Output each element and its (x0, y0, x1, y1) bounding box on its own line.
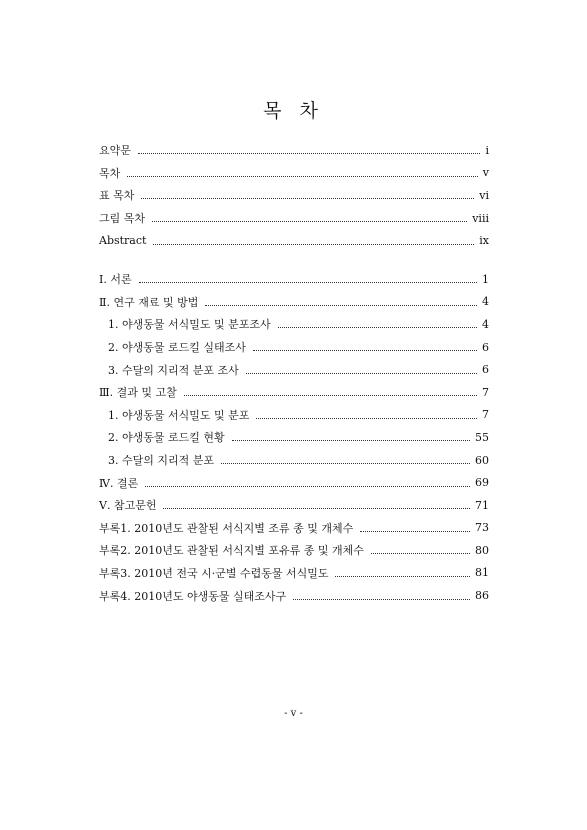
toc-entry-page: 4 (482, 317, 489, 331)
toc-entry-page: 6 (482, 340, 489, 354)
toc-entry[interactable] (99, 291, 489, 314)
dot-leader (163, 507, 470, 509)
toc-entry-label: Ⅰ. 서론 (99, 273, 132, 287)
toc-entry-page: 55 (475, 430, 489, 444)
dot-leader (138, 152, 481, 154)
toc-entry-label: Ⅴ. 참고문헌 (99, 499, 157, 513)
toc-entry-page: vi (479, 188, 489, 202)
toc-entry-label: Ⅲ. 결과 및 고찰 (99, 386, 177, 400)
section-gap (99, 252, 489, 268)
toc-entry-page: ix (479, 234, 489, 248)
toc-entry-label: 그림 목차 (99, 212, 146, 226)
dot-leader (335, 575, 470, 577)
dot-leader (253, 349, 477, 351)
toc-entry-page: 6 (482, 363, 489, 377)
toc-entry[interactable] (99, 268, 489, 291)
toc-entry[interactable] (99, 562, 489, 585)
toc-entry-page: viii (472, 211, 489, 225)
toc-entry[interactable] (99, 449, 489, 472)
toc-entry[interactable] (99, 358, 489, 381)
toc-entry[interactable] (99, 184, 489, 207)
toc-entry-page: v (482, 166, 489, 180)
dot-leader (278, 326, 477, 328)
toc-entry-page: 71 (475, 498, 489, 512)
toc-entry[interactable] (99, 404, 489, 427)
page-number-footer: - v - (284, 708, 303, 719)
toc-entry-label: Abstract (99, 234, 147, 248)
toc-entry-label: 부록4. 2010년도 야생동물 실태조사구 (99, 589, 287, 603)
body-contents-list (99, 268, 489, 607)
dot-leader (127, 175, 478, 177)
toc-entry-page: i (485, 143, 489, 157)
toc-entry-page: 73 (475, 521, 489, 535)
toc-entry-label: 부록3. 2010년 전국 시·군별 수렵동물 서식밀도 (99, 566, 329, 580)
toc-entry-label: 3. 수달의 지리적 분포 (108, 454, 214, 468)
front-matter-list (99, 139, 489, 252)
toc-entry[interactable] (99, 584, 489, 607)
toc-entry-label: 부록1. 2010년도 관찰된 서식지별 조류 종 및 개체수 (99, 521, 354, 535)
dot-leader (141, 197, 474, 199)
toc-entry-label: 목차 (99, 166, 121, 180)
dot-leader (232, 439, 470, 441)
toc-entry[interactable] (99, 539, 489, 562)
dot-leader (246, 372, 477, 374)
toc-entry-page: 7 (482, 408, 489, 422)
dot-leader (360, 530, 470, 532)
toc-entry-label: 1. 야생동물 서식밀도 및 분포 (108, 408, 250, 422)
toc-entry-label: 표 목차 (99, 189, 135, 203)
dot-leader (153, 243, 474, 245)
dot-leader (293, 598, 470, 600)
page-title: 목 차 (263, 100, 324, 122)
toc-entry[interactable] (99, 381, 489, 404)
toc-entry[interactable] (99, 207, 489, 230)
dot-leader (371, 552, 470, 554)
dot-leader (145, 485, 470, 487)
toc-entry-label: 2. 야생동물 로드킬 실태조사 (108, 341, 246, 355)
dot-leader (221, 462, 470, 464)
toc-entry-page: 81 (475, 566, 489, 580)
dot-leader (184, 394, 477, 396)
toc-entry[interactable] (99, 426, 489, 449)
toc-entry-label: 요약문 (99, 144, 131, 158)
toc-entry-page: 4 (482, 295, 489, 309)
toc-entry-page: 60 (475, 453, 489, 467)
dot-leader (205, 304, 477, 306)
toc-entry[interactable] (99, 139, 489, 162)
dot-leader (139, 281, 477, 283)
toc-entry-page: 80 (475, 543, 489, 557)
toc-entry-page: 69 (475, 476, 489, 490)
toc-entry-page: 86 (475, 589, 489, 603)
toc-entry[interactable] (99, 517, 489, 540)
toc-entry-label: Ⅳ. 결론 (99, 476, 139, 490)
toc-entry-label: 1. 야생동물 서식밀도 및 분포조사 (108, 318, 271, 332)
toc-entry[interactable] (99, 229, 489, 252)
toc-entry[interactable] (99, 336, 489, 359)
toc-entry[interactable] (99, 471, 489, 494)
toc-entry[interactable] (99, 494, 489, 517)
toc-entry-label: 부록2. 2010년도 관찰된 서식지별 포유류 종 및 개체수 (99, 544, 364, 558)
toc-entry-label: Ⅱ. 연구 재료 및 방법 (99, 295, 199, 309)
toc-entry-label: 2. 야생동물 로드킬 현황 (108, 431, 225, 445)
toc-entry-label: 3. 수달의 지리적 분포 조사 (108, 363, 239, 377)
toc-entry-page: 1 (482, 272, 489, 286)
toc-entry[interactable] (99, 162, 489, 185)
table-of-contents (99, 139, 489, 607)
toc-entry-page: 7 (482, 385, 489, 399)
dot-leader (152, 220, 467, 222)
dot-leader (256, 417, 477, 419)
toc-entry[interactable] (99, 313, 489, 336)
